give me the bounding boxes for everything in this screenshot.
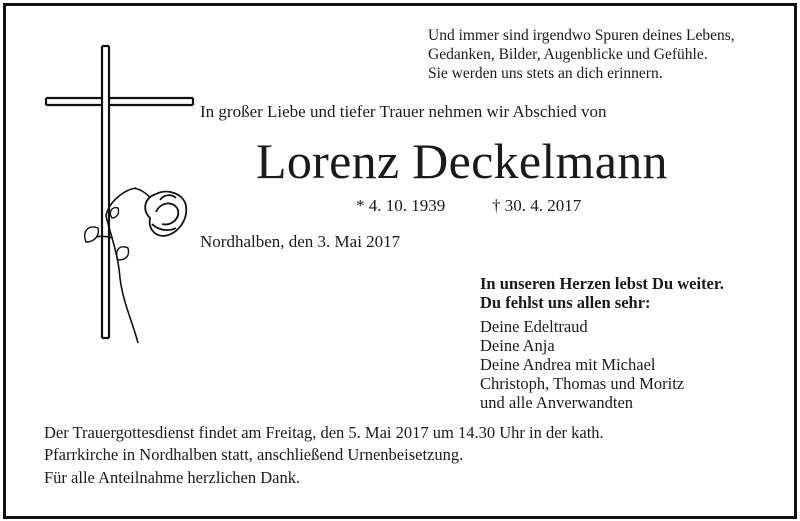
service-info [44, 422, 604, 466]
mourners-list [480, 317, 724, 412]
birth-date: * 4. 10. 1939 [356, 196, 446, 215]
intro-text: In großer Liebe und tiefer Trauer nehmen wir Abschied von [200, 102, 607, 121]
memorial-quote [428, 26, 735, 83]
deceased-name: Lorenz Deckelmann [256, 133, 668, 189]
cross-with-rose-icon [38, 38, 198, 358]
thanks-text: Für alle Anteilnahme herzlichen Dank. [44, 468, 301, 487]
mourner-name: Deine Edeltraud [480, 317, 588, 336]
place-and-date: Nordhalben, den 3. Mai 2017 [200, 232, 401, 251]
quote-line: Gedanken, Bilder, Augenblicke und Gefühle. [428, 46, 708, 63]
mourners-block [480, 274, 724, 412]
service-line: Der Trauergottesdienst findet am Freitag, den 5. Mai 2017 um 14.30 Uhr in der kath. [44, 423, 604, 442]
service-line: Pfarrkirche in Nordhalben statt, anschließend Urnenbeisetzung. [44, 445, 464, 464]
quote-line: Und immer sind irgendwo Spuren deines Lebens, [428, 27, 735, 44]
mourner-name: Deine Anja [480, 336, 555, 355]
mourner-name: Deine Andrea mit Michael [480, 355, 656, 374]
mourner-name: und alle Anverwandten [480, 393, 634, 412]
quote-line: Sie werden uns stets an dich erinnern. [428, 65, 663, 82]
death-date: † 30. 4. 2017 [492, 196, 582, 215]
mourners-heading: Du fehlst uns allen sehr: [480, 293, 651, 312]
mourner-name: Christoph, Thomas und Moritz [480, 374, 685, 393]
mourners-heading: In unseren Herzen lebst Du weiter. [480, 274, 724, 293]
